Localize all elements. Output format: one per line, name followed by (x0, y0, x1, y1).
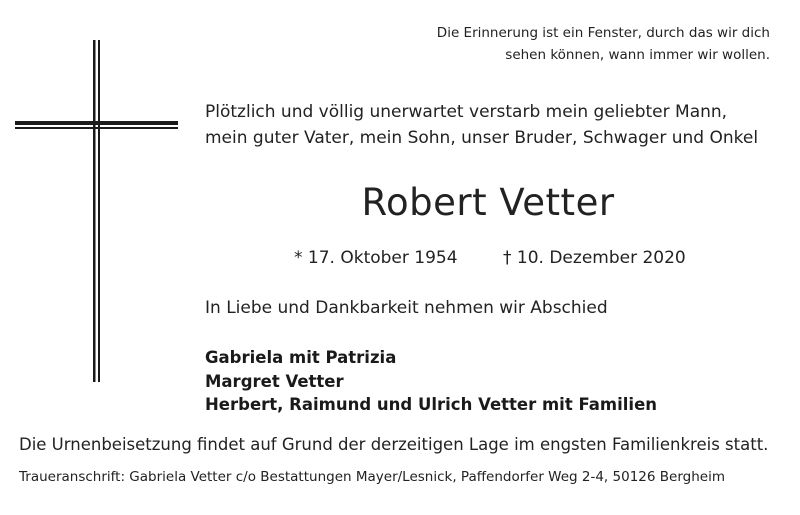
quote-line-2: sehen können, wann immer wir wollen. (505, 47, 770, 63)
mourner-entry: Margret Vetter (205, 371, 344, 391)
intro-line-2: mein guter Vater, mein Sohn, unser Bruder, Schwager und Onkel (205, 128, 759, 148)
farewell-text: In Liebe und Dankbarkeit nehmen wir Abschied (205, 298, 608, 318)
death-announcement-text (205, 99, 758, 151)
mourning-address: Traueranschrift: Gabriela Vetter c/o Bestattungen Mayer/Lesnick, Paffendorfer Weg 2-4, 50126 Bergheim (19, 469, 725, 485)
death-date: † 10. Dezember 2020 (503, 248, 686, 268)
mourner-entry: Herbert, Raimund und Ulrich Vetter mit Familien (205, 395, 658, 414)
quote-line-1: Die Erinnerung ist ein Fenster, durch das wir dich (436, 25, 770, 41)
birth-date: * 17. Oktober 1954 (294, 248, 458, 268)
deceased-name: Robert Vetter (361, 181, 615, 224)
mourner-entry: Gabriela mit Patrizia (205, 348, 397, 367)
mourners-list (205, 346, 657, 417)
intro-line-1: Plötzlich und völlig unerwartet verstarb mein geliebter Mann, (205, 102, 728, 122)
memorial-quote (437, 22, 770, 66)
burial-note: Die Urnenbeisetzung findet auf Grund der derzeitigen Lage im engsten Familienkreis statt. (19, 435, 769, 454)
